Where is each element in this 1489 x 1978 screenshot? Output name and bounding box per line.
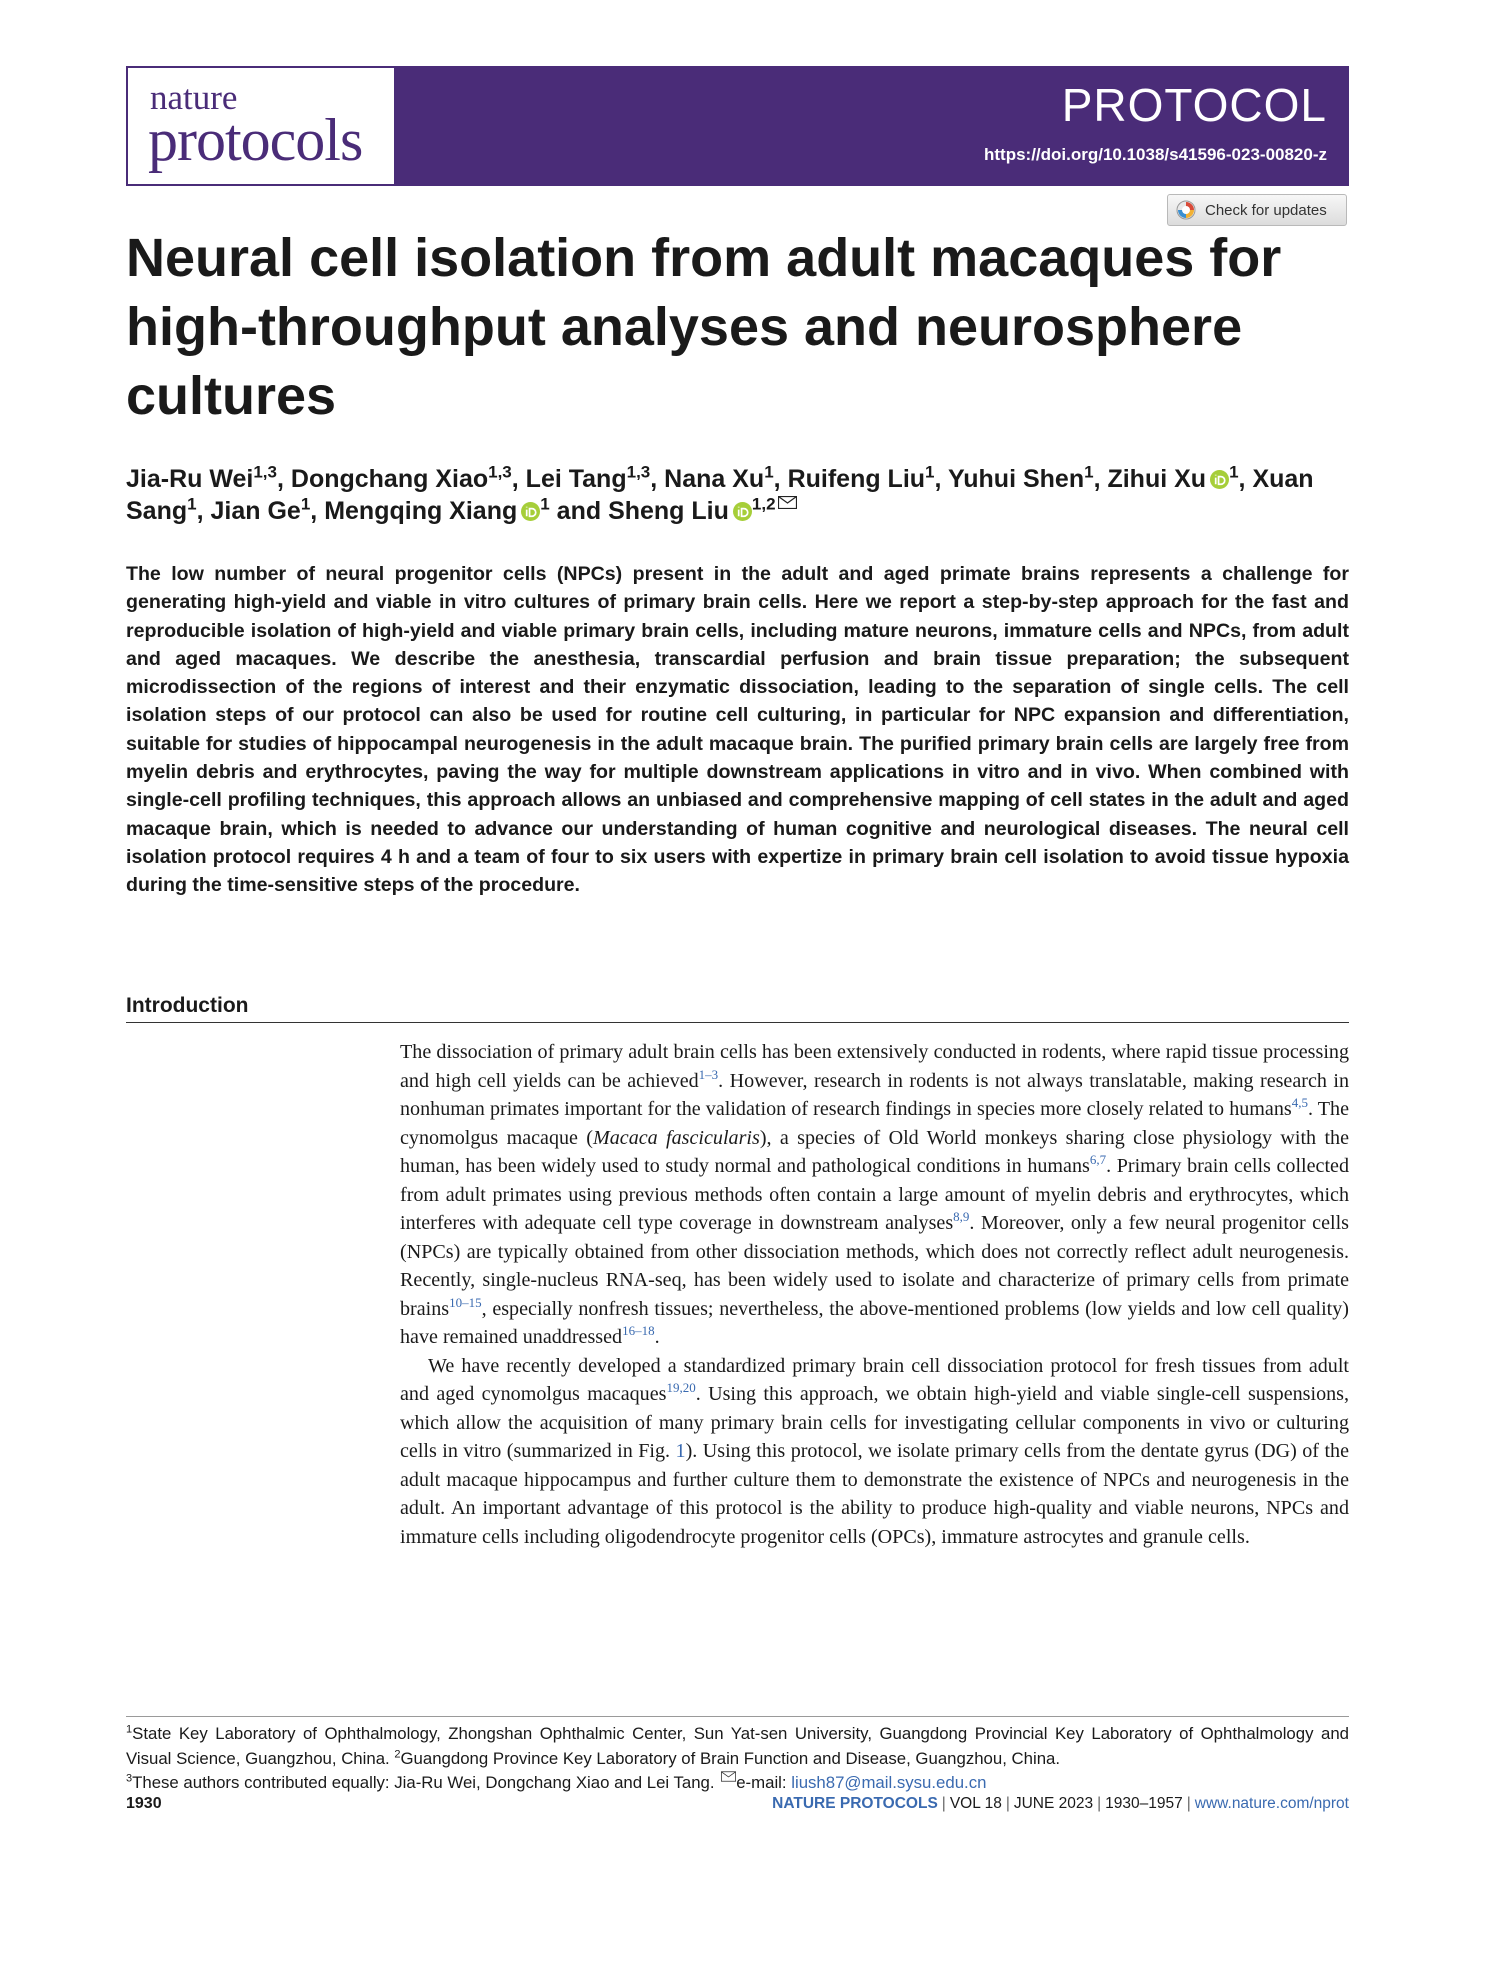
separator: | [941, 1795, 946, 1812]
text-run: We have recently developed a standardized primary brain cell dissociation protocol for fresh tissues from adult and aged cynomolgus macaques [400, 1354, 1349, 1405]
author-separator: , [650, 465, 665, 493]
citation-link[interactable]: 19,20 [666, 1380, 696, 1395]
author-separator: , [511, 465, 526, 493]
author-affiliation-marker: 1 [187, 494, 197, 514]
author-name[interactable]: Sheng Liu [608, 497, 729, 525]
orcid-icon[interactable] [733, 502, 752, 521]
affiliations-footnote [126, 1722, 1349, 1796]
journal-citation-line [772, 1794, 1349, 1814]
article-title: Neural cell isolation from adult macaques for high-throughput analyses and neurosphere cultures [126, 228, 1282, 426]
text-run: , especially nonfresh tissues; nevertheless, the above-mentioned problems (low yields and low cell quality) have remained unaddressed [400, 1297, 1349, 1348]
author-separator: , [1238, 465, 1253, 493]
affiliation-text: Guangdong Province Key Laboratory of Brain Function and Disease, Guangzhou, China. [400, 1748, 1061, 1768]
author-separator: , [1093, 465, 1108, 493]
author-name[interactable]: Mengqing Xiang [324, 497, 518, 525]
author-affiliation-marker: 1,3 [626, 462, 651, 482]
text-run: . Moreover, only a few neural progenitor cells (NPCs) are typically obtained from other dissociation methods, which does not correctly reflect adult neurogenesis. Recently, single-nucleus RNA-seq, has been widely used to isolate and characterize of primary cells from primate brains [400, 1212, 1350, 1320]
affiliation-marker: 1 [126, 1723, 133, 1736]
orcid-icon[interactable] [521, 502, 540, 521]
logo-text-nature: nature [150, 78, 238, 117]
text-run: The dissociation of primary adult brain cells has been extensively conducted in rodents, where rapid tissue processing and high cell yields can be achieved [400, 1041, 1349, 1092]
author-affiliation-marker: 1 [540, 494, 550, 514]
page-number: 1930 [126, 1795, 162, 1812]
author-name[interactable]: Nana Xu [664, 465, 765, 493]
text-run: ). Using this protocol, we isolate primary cells from the dentate gyrus (DG) of the adult macaque hippocampus and further culture them to demonstrate the existence of NPCs and neurogenesis in the adult. An important advantage of this protocol is the ability to produce high-quality and viable neurons, NPCs and immature cells including oligodendrocyte progenitor cells (OPCs), immature astrocytes and granule cells. [400, 1440, 1349, 1548]
text-run: . Using this approach, we obtain high-yield and viable single-cell suspensions, which allow the acquisition of many primary brain cells for investigating cellular components in vivo or culturing cells in vitro (summarized in Fig. [400, 1383, 1349, 1462]
author-affiliation-marker: 1,3 [488, 462, 512, 482]
check-for-updates-button[interactable] [1167, 194, 1347, 226]
author-affiliation-marker: 1,3 [253, 462, 277, 482]
text-run: . Primary brain cells collected from adult primates using previous methods often contain a large amount of myelin debris and erythrocytes, which interferes with adequate cell type coverage in downstream analyses [400, 1155, 1349, 1234]
figure-link[interactable]: 1 [675, 1440, 686, 1462]
author-separator: and [549, 497, 609, 525]
separator: | [1005, 1795, 1010, 1812]
citation-link[interactable]: 1–3 [698, 1066, 719, 1082]
author-affiliation-marker: 1 [300, 494, 311, 514]
abstract: The low number of neural progenitor cells (NPCs) present in the adult and aged primate brains represents a challenge for generating high-yield and viable in vitro cultures of primary brain cells. Here we report a step-by-step approach for the fast and reproducible isolation of high-yield and viable primary brain cells, including mature neurons, immature cells and NPCs, from adult and aged macaques. We describe the anesthesia, transcardial perfusion and brain tissue preparation; the subsequent microdissection of the regions of interest and their enzymatic dissociation, leading to the separation of single cells. The cell isolation steps of our protocol can also be used for routine cell culturing, in particular for NPC expansion and differentiation, suitable for studies of hippocampal neurogenesis in the adult macaque brain. The purified primary brain cells are largely free from myelin debris and erythrocytes, paving the way for multiple downstream applications in vitro and in vivo. When combined with single-cell profiling techniques, this approach allows an unbiased and comprehensive mapping of cell states in the adult and aged macaque brain, which is needed to advance our understanding of human cognitive and neurological diseases. The neural cell isolation protocol requires 4 h and a team of four to six users with expertize in primary brain cell isolation to avoid tissue hypoxia during the time-sensitive steps of the procedure. [126, 563, 1349, 897]
author-separator: , [773, 465, 788, 493]
text-run: . The cynomolgus macaque ( [400, 1098, 1349, 1149]
author-name[interactable]: Yuhui Shen [947, 465, 1085, 493]
footnote-divider [126, 1716, 1349, 1717]
author-separator: , [934, 465, 948, 493]
author-name[interactable]: Ruifeng Liu [787, 465, 926, 493]
separator: | [1097, 1795, 1102, 1812]
text-run: . [654, 1326, 660, 1348]
page-range: 1930–1957 [1105, 1795, 1183, 1812]
journal-name[interactable]: NATURE PROTOCOLS [772, 1795, 938, 1812]
author-affiliation-marker: 1 [1084, 462, 1094, 482]
envelope-icon[interactable] [778, 496, 797, 509]
orcid-icon[interactable] [1210, 470, 1229, 489]
separator: | [1186, 1795, 1191, 1812]
citation-link[interactable]: 4,5 [1291, 1095, 1308, 1110]
citation-link[interactable]: 6,7 [1089, 1152, 1107, 1167]
volume: VOL 18 [949, 1795, 1002, 1812]
email-link[interactable]: liush87@mail.sysu.edu.cn [791, 1773, 987, 1792]
intro-paragraph-2 [400, 1352, 1349, 1552]
author-name[interactable]: Xuan Sang [126, 465, 1314, 525]
author-name[interactable]: Dongchang Xiao [290, 465, 489, 493]
affiliation-text: State Key Laboratory of Ophthalmology, Zhongshan Ophthalmic Center, Sun Yat-sen University, Guangdong Provincial Key Laboratory of Ophthalmology and Visual Science, Guangzhou, China. [126, 1724, 1349, 1768]
author-affiliation-marker: 1 [1229, 462, 1239, 482]
section-divider [126, 1022, 1349, 1023]
text-run: ), a species of Old World monkeys sharing close physiology with the human, has been widely used to study normal and pathological conditions in humans [400, 1126, 1349, 1177]
author-separator: , [276, 465, 291, 493]
author-name[interactable]: Jia-Ru Wei [126, 465, 254, 493]
author-affiliation-marker: 1 [925, 462, 935, 482]
species-name: Macaca fascicularis [593, 1126, 760, 1149]
envelope-icon [721, 1771, 736, 1782]
citation-link[interactable]: 16–18 [622, 1323, 655, 1338]
intro-paragraph-1 [400, 1038, 1349, 1352]
citation-link[interactable]: 10–15 [449, 1294, 482, 1310]
affiliation-marker: 3 [126, 1772, 133, 1785]
author-name[interactable]: Lei Tang [525, 465, 627, 493]
author-affiliation-marker: 1 [764, 462, 774, 482]
text-run: . However, research in rodents is not always translatable, making research in nonhuman primates important for the validation of research findings in species more closely related to humans [400, 1069, 1350, 1120]
author-separator: , [196, 497, 211, 525]
affiliation-marker: 2 [394, 1747, 401, 1760]
citation-link[interactable]: 8,9 [953, 1209, 970, 1224]
author-name[interactable]: Jian Ge [210, 497, 301, 525]
logo-text-protocols: protocols [148, 107, 363, 173]
issue-date: JUNE 2023 [1013, 1795, 1094, 1812]
introduction-body [400, 1038, 1349, 1551]
crossmark-icon [1176, 200, 1196, 220]
author-list [126, 463, 1366, 527]
equal-contribution-note: These authors contributed equally: Jia-Ru Wei, Dongchang Xiao and Lei Tang. [132, 1773, 720, 1792]
author-separator: , [310, 497, 325, 525]
author-name[interactable]: Zihui Xu [1107, 465, 1207, 493]
email-label: e-mail: [736, 1773, 792, 1792]
section-heading-introduction: Introduction [126, 994, 249, 1017]
journal-url-link[interactable]: www.nature.com/nprot [1194, 1795, 1349, 1812]
author-affiliation-marker: 1,2 [751, 494, 776, 514]
article-type-label: PROTOCOL [1061, 79, 1327, 131]
doi-link[interactable]: https://doi.org/10.1038/s41596-023-00820-z [984, 145, 1327, 164]
check-for-updates-label: Check for updates [1205, 201, 1327, 219]
